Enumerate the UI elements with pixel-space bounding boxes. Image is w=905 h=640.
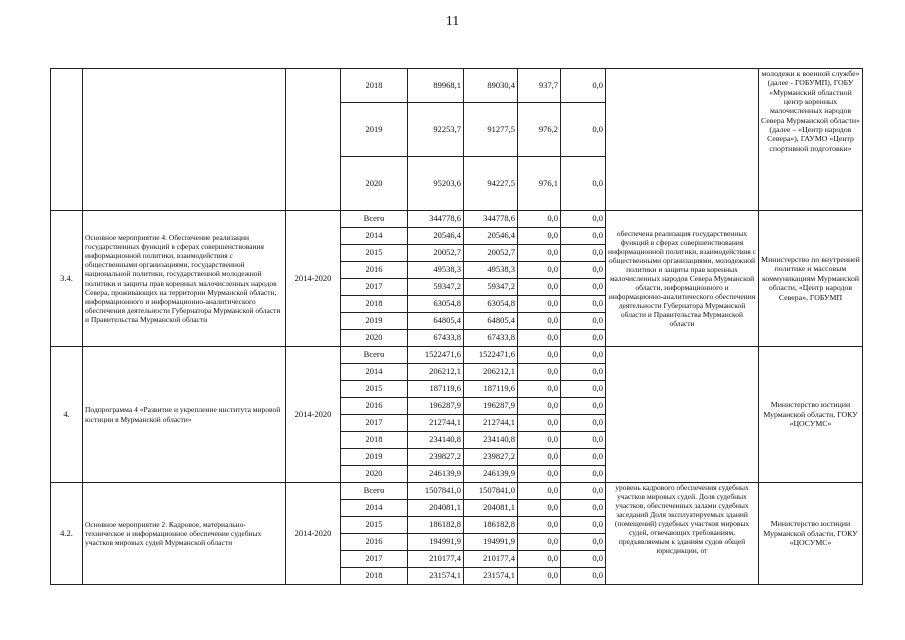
total-cell: 206212,1 [408, 364, 464, 381]
other-sources-cell: 0,0 [561, 500, 606, 517]
total-cell: 231574,1 [408, 568, 464, 585]
other-sources-cell: 0,0 [561, 347, 606, 364]
period-cell: 2014-2020 [286, 483, 341, 585]
regional-budget-cell: 239827,2 [464, 449, 518, 466]
year-cell: 2020 [341, 466, 408, 483]
year-cell: Всего [341, 483, 408, 500]
table-row [51, 211, 863, 228]
year-cell: 2016 [341, 398, 408, 415]
row-number-cell: 4. [51, 347, 83, 483]
activity-name-cell: Подпрограмма 4 «Развитие и укрепление института мировой юстиции в Мурманской области» [83, 347, 286, 483]
period-cell: 2014-2020 [286, 347, 341, 483]
other-sources-cell: 0,0 [561, 313, 606, 330]
regional-budget-cell: 20052,7 [464, 245, 518, 262]
federal-budget-cell: 976,1 [518, 157, 561, 211]
regional-budget-cell: 94227,5 [464, 157, 518, 211]
activity-name-cell: Основное мероприятие 2. Кадровое, материально-техническое и информационное обеспечение судебных участков мировых судей Мурманской области [83, 483, 286, 585]
other-sources-cell: 0,0 [561, 103, 606, 157]
table-row [51, 483, 863, 500]
total-cell: 64805,4 [408, 313, 464, 330]
year-cell: 2019 [341, 313, 408, 330]
other-sources-cell: 0,0 [561, 330, 606, 347]
other-sources-cell: 0,0 [561, 534, 606, 551]
other-sources-cell: 0,0 [561, 551, 606, 568]
federal-budget-cell: 0,0 [518, 483, 561, 500]
federal-budget-cell: 0,0 [518, 381, 561, 398]
total-cell: 20546,4 [408, 228, 464, 245]
year-cell: 2014 [341, 500, 408, 517]
other-sources-cell: 0,0 [561, 157, 606, 211]
federal-budget-cell: 0,0 [518, 262, 561, 279]
year-cell: Всего [341, 347, 408, 364]
other-sources-cell: 0,0 [561, 262, 606, 279]
federal-budget-cell: 0,0 [518, 568, 561, 585]
regional-budget-cell: 206212,1 [464, 364, 518, 381]
total-cell: 234140,8 [408, 432, 464, 449]
other-sources-cell: 0,0 [561, 466, 606, 483]
regional-budget-cell: 187119,6 [464, 381, 518, 398]
total-cell: 1522471,6 [408, 347, 464, 364]
year-cell: 2018 [341, 432, 408, 449]
regional-budget-cell: 194991,9 [464, 534, 518, 551]
federal-budget-cell: 0,0 [518, 466, 561, 483]
other-sources-cell: 0,0 [561, 398, 606, 415]
federal-budget-cell: 0,0 [518, 449, 561, 466]
federal-budget-cell: 0,0 [518, 500, 561, 517]
activity-name-cell: Основное мероприятие 4. Обеспечение реализации государственных функций в сферах совершенствования информационной политики, взаимодействия с общественными организациями, государственной национальной политики, государственной молодежной политики и защиты прав коренных малочисленных народов Севера, проживающих на территории Мурманской области, информационного и информационно-аналитического обеспечения деятельности Губернатора Мурманской области и Правительства Мурманской области [83, 211, 286, 347]
year-cell: 2016 [341, 534, 408, 551]
year-cell: 2017 [341, 551, 408, 568]
federal-budget-cell: 0,0 [518, 228, 561, 245]
other-sources-cell: 0,0 [561, 415, 606, 432]
year-cell: 2015 [341, 517, 408, 534]
total-cell: 210177,4 [408, 551, 464, 568]
regional-budget-cell: 89030,4 [464, 69, 518, 103]
federal-budget-cell: 0,0 [518, 398, 561, 415]
other-sources-cell: 0,0 [561, 517, 606, 534]
federal-budget-cell: 976,2 [518, 103, 561, 157]
regional-budget-cell: 246139,9 [464, 466, 518, 483]
year-cell: 2017 [341, 279, 408, 296]
program-funding-table [50, 68, 863, 585]
other-sources-cell: 0,0 [561, 228, 606, 245]
total-cell: 187119,6 [408, 381, 464, 398]
federal-budget-cell: 0,0 [518, 347, 561, 364]
regional-budget-cell: 63054,8 [464, 296, 518, 313]
total-cell: 89968,1 [408, 69, 464, 103]
other-sources-cell: 0,0 [561, 296, 606, 313]
federal-budget-cell: 0,0 [518, 245, 561, 262]
year-cell: 2020 [341, 330, 408, 347]
year-cell: 2019 [341, 449, 408, 466]
other-sources-cell: 0,0 [561, 483, 606, 500]
total-cell: 196287,9 [408, 398, 464, 415]
total-cell: 59347,2 [408, 279, 464, 296]
regional-budget-cell: 186182,8 [464, 517, 518, 534]
regional-budget-cell: 20546,4 [464, 228, 518, 245]
regional-budget-cell: 196287,9 [464, 398, 518, 415]
other-sources-cell: 0,0 [561, 211, 606, 228]
executor-cell: Министерство юстиции Мурманской области, ГОКУ «ЦОСУМС» [759, 483, 863, 585]
regional-budget-cell: 64805,4 [464, 313, 518, 330]
regional-budget-cell: 234140,8 [464, 432, 518, 449]
result-cell: обеспечена реализация государственных функций в сферах совершенствования информационной политики, взаимодействия с общественными организациями, молодежной политики и защиты прав коренных малочисленных народов Севера Мурманской области, информационного и информационно-аналитического обеспечения деятельности Губернатора Мурманской области и Правительства Мурманской области [606, 211, 759, 347]
other-sources-cell: 0,0 [561, 381, 606, 398]
total-cell: 1507841,0 [408, 483, 464, 500]
federal-budget-cell: 0,0 [518, 534, 561, 551]
year-cell: Всего [341, 211, 408, 228]
federal-budget-cell: 0,0 [518, 330, 561, 347]
other-sources-cell: 0,0 [561, 568, 606, 585]
year-cell: 2019 [341, 103, 408, 157]
period-cell: 2014-2020 [286, 211, 341, 347]
federal-budget-cell: 0,0 [518, 432, 561, 449]
other-sources-cell: 0,0 [561, 449, 606, 466]
total-cell: 344778,6 [408, 211, 464, 228]
regional-budget-cell: 1507841,0 [464, 483, 518, 500]
year-cell: 2017 [341, 415, 408, 432]
total-cell: 95203,6 [408, 157, 464, 211]
regional-budget-cell: 212744,1 [464, 415, 518, 432]
table-row [51, 69, 863, 103]
total-cell: 194991,9 [408, 534, 464, 551]
year-cell: 2018 [341, 568, 408, 585]
total-cell: 49538,3 [408, 262, 464, 279]
total-cell: 239827,2 [408, 449, 464, 466]
regional-budget-cell: 67433,8 [464, 330, 518, 347]
federal-budget-cell: 0,0 [518, 211, 561, 228]
total-cell: 67433,8 [408, 330, 464, 347]
regional-budget-cell: 210177,4 [464, 551, 518, 568]
activity-name-cell [83, 69, 286, 211]
regional-budget-cell: 49538,3 [464, 262, 518, 279]
year-cell: 2016 [341, 262, 408, 279]
row-number-cell [51, 69, 83, 211]
regional-budget-cell: 1522471,6 [464, 347, 518, 364]
result-cell [606, 69, 759, 211]
other-sources-cell: 0,0 [561, 364, 606, 381]
other-sources-cell: 0,0 [561, 245, 606, 262]
total-cell: 186182,8 [408, 517, 464, 534]
year-cell: 2020 [341, 157, 408, 211]
total-cell: 204081,1 [408, 500, 464, 517]
executor-cell: Министерство юстиции Мурманской области, ГОКУ «ЦОСУМС» [759, 347, 863, 483]
federal-budget-cell: 0,0 [518, 296, 561, 313]
federal-budget-cell: 937,7 [518, 69, 561, 103]
table-row [51, 347, 863, 364]
total-cell: 212744,1 [408, 415, 464, 432]
regional-budget-cell: 59347,2 [464, 279, 518, 296]
other-sources-cell: 0,0 [561, 432, 606, 449]
total-cell: 246139,9 [408, 466, 464, 483]
year-cell: 2018 [341, 296, 408, 313]
year-cell: 2014 [341, 364, 408, 381]
regional-budget-cell: 344778,6 [464, 211, 518, 228]
federal-budget-cell: 0,0 [518, 364, 561, 381]
other-sources-cell: 0,0 [561, 69, 606, 103]
period-cell [286, 69, 341, 211]
executor-cell: Министерство по внутренней политике и массовым коммуникациям Мурманской области, «Центр народов Севера», ГОБУМП [759, 211, 863, 347]
year-cell: 2018 [341, 69, 408, 103]
other-sources-cell: 0,0 [561, 279, 606, 296]
federal-budget-cell: 0,0 [518, 551, 561, 568]
regional-budget-cell: 231574,1 [464, 568, 518, 585]
total-cell: 63054,8 [408, 296, 464, 313]
regional-budget-cell: 91277,5 [464, 103, 518, 157]
total-cell: 20052,7 [408, 245, 464, 262]
row-number-cell: 3.4. [51, 211, 83, 347]
page-number: 11 [445, 14, 460, 29]
row-number-cell: 4.2. [51, 483, 83, 585]
federal-budget-cell: 0,0 [518, 279, 561, 296]
result-cell [606, 347, 759, 483]
federal-budget-cell: 0,0 [518, 415, 561, 432]
regional-budget-cell: 204081,1 [464, 500, 518, 517]
federal-budget-cell: 0,0 [518, 313, 561, 330]
year-cell: 2015 [341, 245, 408, 262]
total-cell: 92253,7 [408, 103, 464, 157]
year-cell: 2014 [341, 228, 408, 245]
result-cell: уровень кадрового обеспечения судебных участков мировых судей. Доля судебных участков, обеспеченных залами судебных заседаний Доля эксплуатируемых зданий (помещений) судебных участков мировых судей, отвечающих требованиям, предъявляемым к зданиям судов общей юрисдикции, от [606, 483, 759, 585]
year-cell: 2015 [341, 381, 408, 398]
federal-budget-cell: 0,0 [518, 517, 561, 534]
executor-cell: молодежи к военной службе» (далее - ГОБУМП), ГОБУ «Мурманский областной центр коренных малочисленных народов Севера Мурманской области» (далее – «Центр народов Севера»), ГАУМО «Центр спортивной подготовки» [759, 69, 863, 211]
